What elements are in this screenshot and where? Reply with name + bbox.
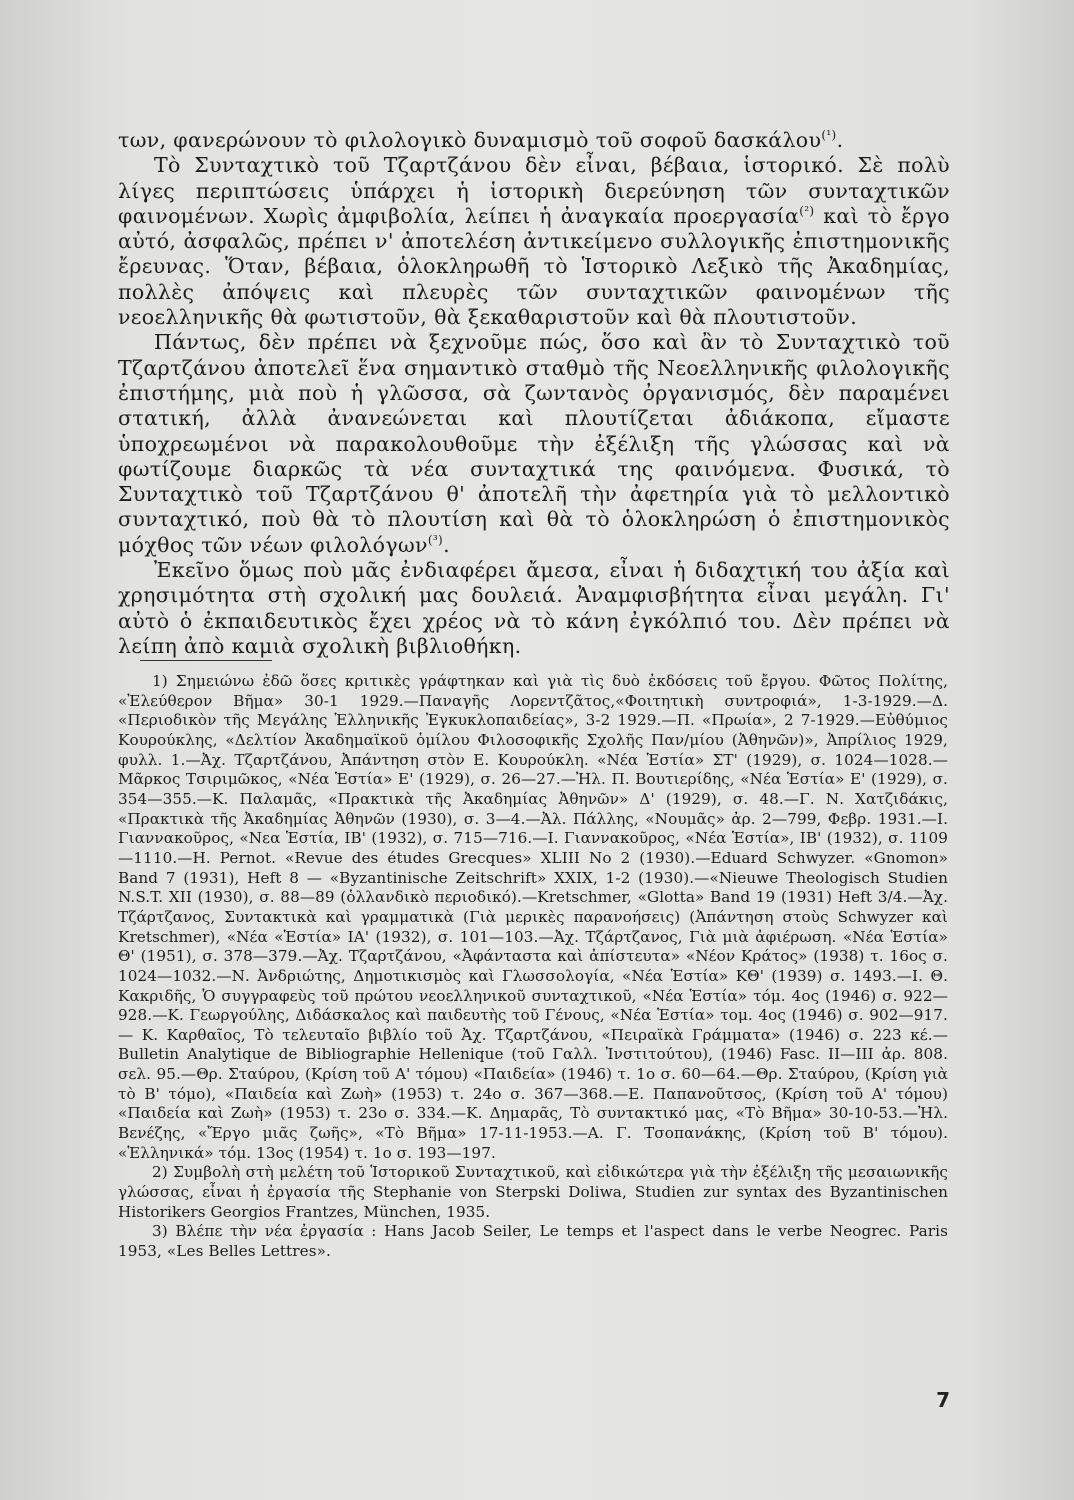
paragraph-1: των, φανερώνουν τὸ φιλολογικὸ δυναμισμὸ τοῦ σοφοῦ δασκάλου$^{(^1)}$. bbox=[118, 128, 844, 152]
footnote-1: 1) Σημειώνω ἐδῶ ὅσες κριτικὲς γράφτηκαν καὶ γιὰ τὶς δυὸ ἐκδόσεις τοῦ ἔργου. Φῶτος Πολίτης, «Ἐλεύθερον Βῆμα» 30-1 1929.—Παναγῆς Λορεντζᾶτος,«Φοιτητικὴ συντροφιά», 1-3-1929.—Δ. «Περιοδικὸν τῆς Μεγάλης Ἑλληνικῆς Ἐγκυκλοπαιδείας», 3-2 1929.—Π. «Πρωία», 2 7-1929.—Εὐθύμιος Κουρούκλης, «Δελτίον Ἀκαδημαϊκοῦ ὁμίλου Φιλοσοφικῆς Σχολῆς Παν/μίου (Ἀθηνῶν)», Ἀπρίλιος 1929, φυλλ. 1.—Ἀχ. Τζαρτζάνου, Ἀπάντηση στὸν Ε. Κουρούκλη. «Νέα Ἑστία» ΣΤ' (1929), σ. 1024—1028.—Μᾶρκος Τσιριμῶκος, «Νέα Ἑστία» Ε' (1929), σ. 26—27.—Ἠλ. Π. Βουτιερίδης, «Νέα Ἑστία» Ε' (1929), σ. 354—355.—Κ. Παλαμᾶς, «Πρακτικὰ τῆς Ἀκαδημίας Ἀθηνῶν» Δ' (1929), σ. 48.—Γ. Ν. Χατζιδάκις, «Πρακτικὰ τῆς Ἀκαδημίας Ἀθηνῶν (1930), σ. 3—4.—Ἀλ. Πάλλης, «Νουμᾶς» ἀρ. 2—799, Φεβρ. 1931.—Ι. Γιαννακοῦρος, «Νεα Ἑστία, ΙΒ' (1932), σ. 715—716.—Ι. Γιαννακοῦρος, «Νέα Ἑστία», ΙΒ' (1932), σ. 1109—1110.—H. Pernot. «Revue des études Grecques» XLIII No 2 (1930).—Eduard Schwyzer. «Gnomon» Band 7 (1931), Heft 8 — «Byzantinische Zeitschrift» XXIX, 1-2 (1930).—«Nieuwe Theologisch Studien N.S.T. XII (1930), σ. 88—89 (ὁλλανδικὸ περιοδικό).—Kretschmer, «Glotta» Band 19 (1931) Heft 3/4.—Ἀχ. Τζάρτζανος, Συντακτικὰ καὶ γραμματικὰ (Γιὰ μερικὲς παρανοήσεις) (Ἀπάντηση στοὺς Schwyzer καὶ Kretschmer), «Νέα «Ἑστία» ΙΑ' (1932), σ. 101—103.—Ἀχ. Τζάρτζανος, Γιὰ μιὰ ἀφιέρωση. «Νέα Ἑστία» Θ' (1951), σ. 378—379.—Ἀχ. Τζαρτζάνου, «Ἀφάνταστα καὶ ἀπίστευτα» «Νέον Κράτος» (1938) τ. 16ος σ. 1024—1032.—Ν. Ἀνδριώτης, Δημοτικισμὸς καὶ Γλωσσολογία, «Νέα Ἑστία» ΚΘ' (1939) σ. 1493.—Ι. Θ. Κακριδῆς, Ὁ συγγραφεὺς τοῦ πρώτου νεοελληνικοῦ συνταχτικοῦ, «Νέα Ἑστία» τόμ. 4ος (1946) σ. 922—928.—Κ. Γεωργούλης, Διδάσκαλος καὶ παιδευτὴς τοῦ Γένους, «Νέα Ἑστία» τομ. 4ος (1946) σ. 902—917. — Κ. Καρθαῖος, Τὸ τελευταῖο βιβλίο τοῦ Ἀχ. Τζαρτζάνου, «Πειραϊκὰ Γράμματα» (1946) σ. 223 κέ.—Bulletin Analytique de Bibliographie Hellenique (τοῦ Γαλλ. Ἰνστιτούτου), (1946) Fasc. II—III ἀρ. 808. σελ. 95.—Θρ. Σταύρου, (Κρίση τοῦ Α' τόμου) «Παιδεία» (1946) τ. 1ο σ. 60—64.—Θρ. Σταύρου, (Κρίση γιὰ τὸ Β' τόμο), «Παιδεία καὶ Ζωὴ» (1953) τ. 24ο σ. 367—368.—Ε. Παπανοῦτσος, (Κρίση τοῦ Α' τόμου) «Παιδεία καὶ Ζωὴ» (1953) τ. 23ο σ. 334.—Κ. Δημαρᾶς, Τὸ συντακτικό μας, «Τὸ Βῆμα» 30-10-53.—Ἠλ. Βενέζης, «Ἔργο μιᾶς ζωῆς», «Τὸ Βῆμα» 17-11-1953.—Α. Γ. Τσοπανάκης, (Κρίση τοῦ Β' τόμου). «Ἑλληνικά» τόμ. 13ος (1954) τ. 1ο σ. 193—197. bbox=[118, 672, 948, 1162]
main-text bbox=[118, 128, 950, 659]
footnote-ref-2: (²) bbox=[799, 204, 815, 219]
paragraph-4: Ἐκεῖνο ὅμως ποὺ μᾶς ἐνδιαφέρει ἄμεσα, εἶναι ἡ διδαχτική του ἀξία καὶ χρησιμότητα στὴ σχολική μας δουλειά. Ἀναμφισβήτητα εἶναι μεγάλη. Γι' αὐτὸ ὁ ἐκπαιδευτικὸς ἔχει χρέος νὰ τὸ κάνη ἐγκόλπιό του. Δὲν πρέπει νὰ λείπη ἀπὸ καμιὰ σχολικὴ βιβλιοθήκη. bbox=[118, 558, 950, 658]
footnote-2: 2) Συμβολὴ στὴ μελέτη τοῦ Ἱστορικοῦ Συνταχτικοῦ, καὶ εἰδικώτερα γιὰ τὴν ἐξέλιξη τῆς μεσαιωνικῆς γλώσσας, εἶναι ἡ ἐργασία τῆς Stephanie von Sterpski Doliwa, Studien zur syntax des Byzantinischen Historikers Georgios Frantzes, München, 1935. bbox=[118, 1163, 948, 1221]
footnote-ref-1: (¹) bbox=[821, 128, 837, 143]
footnote-3: 3) Βλέπε τὴν νέα ἐργασία : Hans Jacob Seiler, Le temps et l'aspect dans le verbe Neogrec. Paris 1953, «Les Belles Lettres». bbox=[118, 1222, 948, 1261]
footnotes bbox=[118, 672, 948, 1262]
footnote-separator bbox=[140, 660, 272, 661]
footnote-ref-3: (³) bbox=[427, 532, 444, 547]
paragraph-3: Πάντως, δὲν πρέπει νὰ ξεχνοῦμε πώς, ὅσο καὶ ἂν τὸ Συνταχτικὸ τοῦ Τζαρτζάνου ἀποτελεῖ ἕνα σημαντικὸ σταθμὸ τῆς Νεοελληνικῆς φιλολογικῆς ἐπιστήμης, μιὰ ποὺ ἡ γλῶσσα, σὰ ζωντανὸς ὀργανισμός, δὲν παραμένει στατική, ἀλλὰ ἀνανεώνεται καὶ πλουτίζεται ἀδιάκοπα, εἴμαστε ὑποχρεωμένοι νὰ παρακολουθοῦμε τὴν ἐξέλιξη τῆς γλώσσας καὶ νὰ φωτίζουμε διαρκῶς τὰ νέα συνταχτικά της φαινόμενα. Φυσικά, τὸ Συνταχτικὸ τοῦ Τζαρτζάνου θ' ἀποτελῆ τὴν ἀφετηρία γιὰ τὸ μελλοντικὸ συνταχτικό, ποὺ θὰ τὸ πλουτίση καὶ θὰ τὸ ὁλοκληρώση ὁ ἐπιστημονικὸς μόχθος τῶν νέων φιλολόγων$^{(^3)}$. bbox=[118, 330, 950, 557]
page-number: 7 bbox=[936, 1388, 950, 1412]
paragraph-2: Τὸ Συνταχτικὸ τοῦ Τζαρτζάνου δὲν εἶναι, βέβαια, ἱστορικό. Σὲ πολὺ λίγες περιπτώσεις ὑπάρχει ἡ ἱστορικὴ διερεύνηση τῶν συνταχτικῶν φαινομένων. Χωρὶς ἀμφιβολία, λείπει ἡ ἀναγκαία προεργασία$^{(^2)}$ καὶ τὸ ἔργο αὐτό, ἀσφαλῶς, πρέπει ν' ἀποτελέση ἀντικείμενο συλλογικῆς ἐπιστημονικῆς ἔρευνας. Ὅταν, βέβαια, ὁλοκληρωθῆ τὸ Ἱστορικὸ Λεξικὸ τῆς Ἀκαδημίας, πολλὲς ἀπόψεις καὶ πλευρὲς τῶν συνταχτικῶν φαινομένων τῆς νεοελληνικῆς θὰ φωτιστοῦν, θὰ ξεκαθαριστοῦν καὶ θὰ πλουτιστοῦν. bbox=[118, 153, 950, 330]
